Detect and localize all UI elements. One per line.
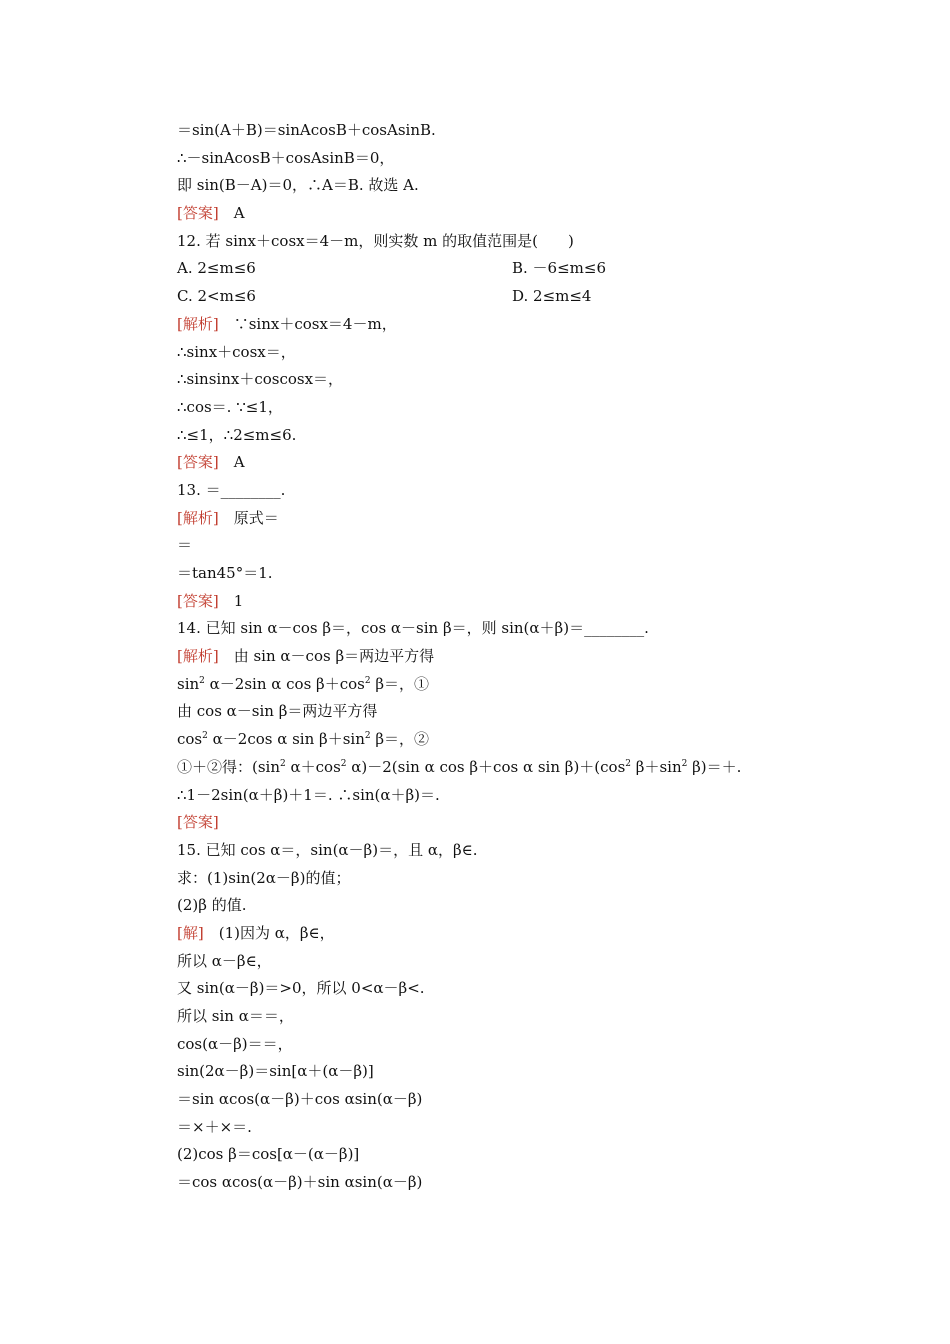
- option-right: B. －6≤m≤6: [512, 259, 607, 278]
- text-line: sin(2α－β)＝sin[α＋(α－β)]: [177, 1062, 374, 1081]
- formula-line: $\cos^2 \alpha-2\cos$ α $\sin \beta+\sin^2$ β＝，②: [177, 730, 430, 749]
- section-tag: [答案]: [177, 591, 219, 610]
- labeled-line: [177, 643, 837, 671]
- line-text: (1)因为 α，β∈，: [203, 923, 335, 942]
- labeled-line: [177, 588, 837, 616]
- text-line: 15. 已知 cos α＝，sin(α－β)＝，且 α，β∈.: [177, 840, 478, 859]
- text-line: 求：(1)sin(2α－β)的值；: [177, 868, 351, 887]
- text-line: (2)β 的值.: [177, 896, 247, 915]
- text-line: 所以 α－β∈，: [177, 951, 272, 970]
- formula-line: ①＋②得：($\sin^2$ $\alpha+\cos^2$ α)－2(sin α cos β＋cos α $\sin \beta)+(\cos^2$ $\beta+\sin^2$ β)＝＋.: [177, 757, 742, 776]
- text-line: 由 cos α－sin β＝两边平方得: [177, 702, 378, 721]
- text-line: ∴cos＝. ∵≤1，: [177, 397, 283, 416]
- line-text: 由 sin α－cos β＝两边平方得: [218, 647, 435, 666]
- labeled-line: [177, 505, 837, 533]
- line-text: ∵sinx＋cosx＝4－m，: [218, 314, 397, 333]
- section-tag: [答案]: [177, 204, 219, 223]
- formula-line: $\sin^2 \alpha-2\sin$ α $\cos \beta+\cos^2$ β＝，①: [177, 674, 430, 693]
- option-right: D. 2≤m≤4: [512, 287, 592, 306]
- text-line: 又 sin(α－β)＝>0，所以 0<α－β<.: [177, 979, 425, 998]
- text-line: 14. 已知 sin α－cos β＝，cos α－sin β＝，则 sin(α＋β)＝________.: [177, 619, 649, 638]
- line-text: 原式＝: [218, 508, 279, 527]
- text-line: ∴1－2sin(α＋β)＋1＝. ∴sin(α＋β)＝.: [177, 785, 440, 804]
- document-body: [177, 117, 837, 1197]
- section-tag: [解析]: [177, 647, 219, 666]
- section-tag: [解析]: [177, 508, 219, 527]
- text-line: 所以 sin α＝＝，: [177, 1007, 294, 1025]
- text-line: (2)cos β＝cos[α－(α－β)]: [177, 1145, 360, 1164]
- text-line: ∴≤1，∴2≤m≤6.: [177, 425, 297, 444]
- text-line: ＝tan45°＝1.: [177, 564, 273, 582]
- text-line: ∴sinsinx＋coscosx＝，: [177, 370, 344, 389]
- section-tag: [解]: [177, 923, 204, 942]
- text-line: ∴sinx＋cosx＝，: [177, 342, 296, 361]
- text-line: ＝sin αcos(α－β)＋cos αsin(α－β): [177, 1090, 423, 1109]
- labeled-line: [177, 311, 837, 339]
- labeled-line: [177, 809, 837, 837]
- section-tag: [解析]: [177, 314, 219, 333]
- labeled-line: [177, 920, 837, 948]
- text-line: 即 sin(B－A)＝0，∴A＝B. 故选 A.: [177, 176, 419, 195]
- text-line: cos(α－β)＝＝，: [177, 1034, 293, 1053]
- text-line: ＝: [177, 536, 193, 555]
- labeled-line: [177, 200, 837, 228]
- line-text: A: [218, 453, 245, 472]
- answer-options-row: [177, 283, 837, 311]
- text-line: ＝cos αcos(α－β)＋sin αsin(α－β): [177, 1173, 423, 1192]
- text-line: ∴－sinAcosB＋cosAsinB＝0，: [177, 148, 395, 167]
- labeled-line: [177, 449, 837, 477]
- text-line: 12. 若 sinx＋cosx＝4－m，则实数 m 的取值范围是( ): [177, 231, 574, 250]
- text-line: 13. ＝________.: [177, 480, 286, 499]
- line-text: 1: [218, 591, 244, 610]
- option-left: A. 2≤m≤6: [177, 259, 256, 278]
- option-left: C. 2<m≤6: [177, 287, 256, 306]
- section-tag: [答案]: [177, 453, 219, 472]
- line-text: A: [218, 204, 245, 223]
- text-line: ＝×＋×＝.: [177, 1117, 252, 1136]
- section-tag: [答案]: [177, 813, 219, 832]
- answer-options-row: [177, 255, 837, 283]
- text-line: ＝sin(A＋B)＝sinAcosB＋cosAsinB.: [177, 121, 436, 139]
